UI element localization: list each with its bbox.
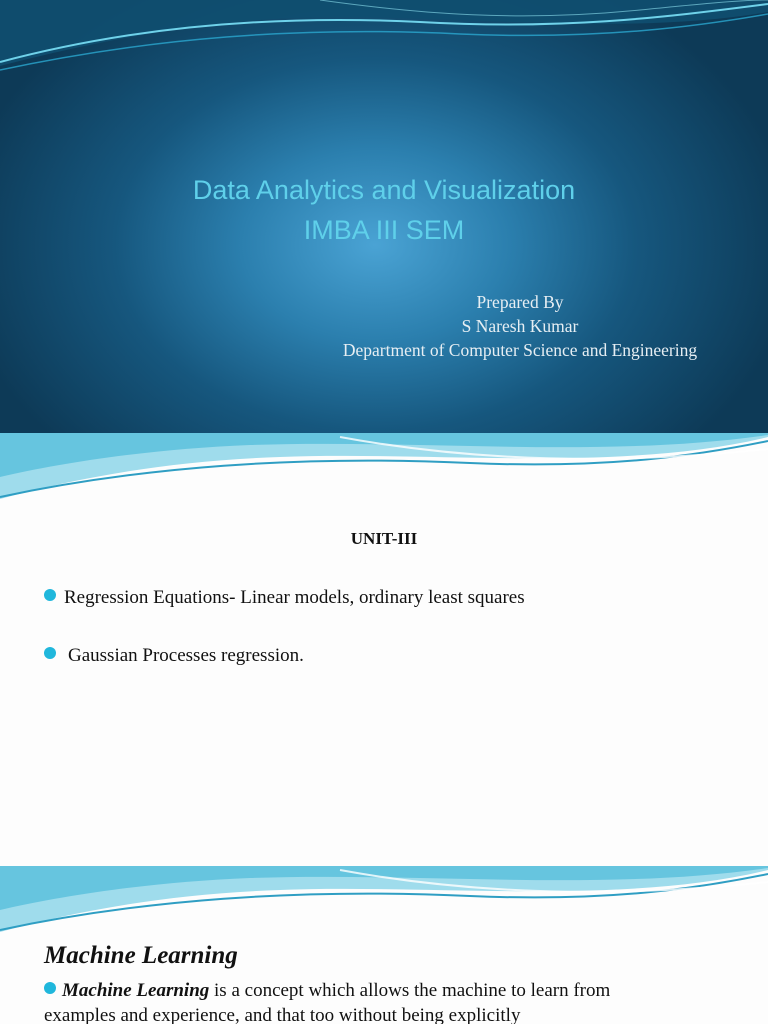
ml-term: Machine Learning — [62, 980, 210, 1001]
bullet-text: Regression Equations- Linear models, ordinary least squares — [64, 587, 525, 608]
bullet-text: Gaussian Processes regression. — [68, 645, 304, 666]
bullet-dot-icon — [44, 647, 56, 659]
wave-decoration — [0, 433, 768, 503]
author-name: S Naresh Kumar — [461, 316, 579, 336]
wave-decoration — [0, 866, 768, 936]
unit-title: UNIT-III — [350, 529, 418, 548]
department-name: Department of Computer Science and Engineering — [342, 340, 698, 360]
list-item — [44, 645, 304, 667]
bullet-dot-icon — [44, 589, 56, 601]
wave-decoration — [0, 0, 768, 80]
title-slide — [0, 0, 768, 433]
title-line-2: IMBA III SEM — [303, 215, 465, 245]
list-item — [44, 587, 525, 609]
unit-slide — [0, 433, 768, 866]
slide-heading: Machine Learning — [44, 942, 238, 969]
machine-learning-slide — [0, 866, 768, 1024]
presentation-title — [0, 170, 768, 250]
ml-line-1: is a concept which allows the machine to learn from — [209, 980, 611, 1001]
author-info — [300, 290, 740, 362]
bullet-dot-icon — [44, 982, 56, 994]
title-line-1: Data Analytics and Visualization — [192, 175, 576, 205]
prepared-by-label: Prepared By — [476, 292, 564, 312]
ml-definition — [44, 978, 744, 1024]
ml-line-2: examples and experience, and that too without being explicitly — [44, 1005, 521, 1024]
